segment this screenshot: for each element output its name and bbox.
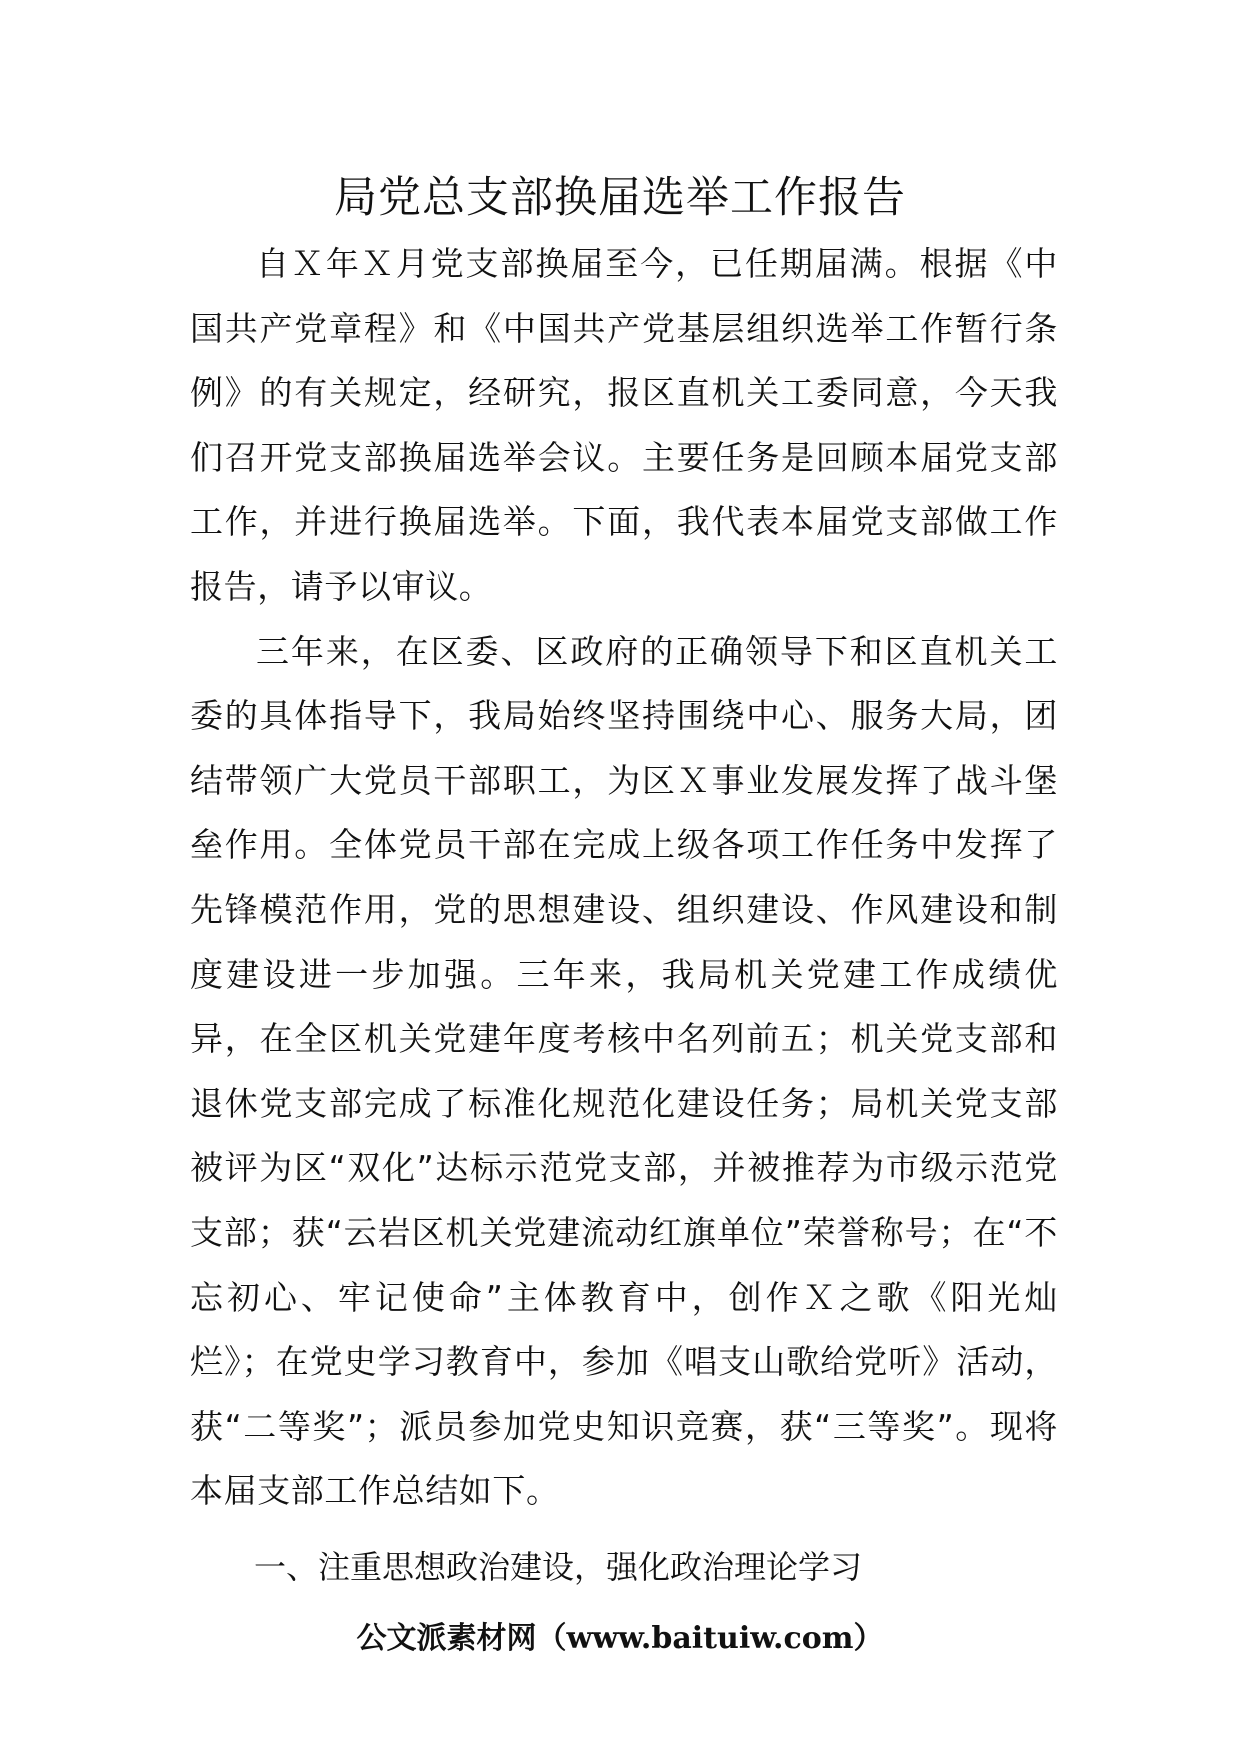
footer-watermark: 公文派素材网（www.baituiw.com）	[356, 1621, 884, 1656]
section-heading: 一、注重思想政治建设，强化政治理论学习	[254, 1547, 863, 1586]
paragraph-intro: 自Ｘ年Ｘ月党支部换届至今，已任期届满。根据《中国共产党章程》和《中国共产党基层组织选举工作暂行条例》的有关规定，经研究，报区直机关工委同意，今天我们召开党支部换届选举会议。主要任务是回顾本届党支部工作，并进行换届选举。下面，我代表本届党支部做工作报告，请予以审议。	[190, 244, 1058, 606]
document-body	[190, 232, 1058, 1602]
paragraph-achievements: 三年来，在区委、区政府的正确领导下和区直机关工委的具体指导下，我局始终坚持围绕中心、服务大局，团结带领广大党员干部职工，为区Ｘ事业发展发挥了战斗堡垒作用。全体党员干部在完成上级各项工作任务中发挥了先锋模范作用，党的思想建设、组织建设、作风建设和制度建设进一步加强。三年来，我局机关党建工作成绩优异，在全区机关党建年度考核中名列前五；机关党支部和退休党支部完成了标准化规范化建设任务；局机关党支部被评为区“双化”达标示范党支部，并被推荐为市级示范党支部；获“云岩区机关党建流动红旗单位”荣誉称号；在“不忘初心、牢记使命”主体教育中，创作Ｘ之歌《阳光灿烂》；在党史学习教育中，参加《唱支山歌给党听》活动，获“二等奖”；派员参加党史知识竞赛，获“三等奖”。现将本届支部工作总结如下。	[190, 631, 1058, 1511]
document-title: 局党总支部换届选举工作报告	[334, 173, 906, 223]
